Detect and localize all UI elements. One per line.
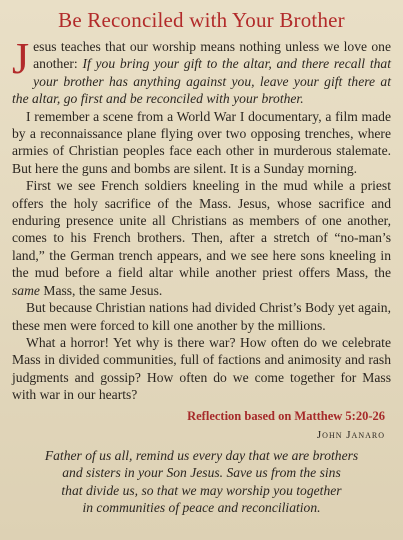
closing-prayer — [12, 447, 391, 517]
scripture-reference: Reflection based on Matthew 5:20-26 — [187, 408, 385, 423]
scripture-quote: If you bring your gift to the altar, and there recall that your brother has anything against you, leave your gift there at the altar, go first and be reconciled with your brother. — [12, 56, 391, 107]
reflection-body — [12, 34, 391, 404]
paragraph-3-text-a: First we see French soldiers kneeling in the mud while a priest offers the holy sacrifice of the Mass. Jesus, whose sacrifice and enduring presence unite all Christians as members of one another, comes to his French brothers. Then, after a stretch of “no-man’s land,” the German trench appears, and we see here sons kneeling in the mud before a field altar while another priest offers Mass, the — [12, 178, 391, 281]
page-title: Be Reconciled with Your Brother — [58, 8, 345, 32]
prayer-line: and sisters in your Son Jesus. Save us from the sins — [62, 465, 341, 481]
paragraph-5: What a horror! Yet why is there war? How often do we celebrate Mass in divided communities, full of factions and animosity and rash judgments and gossip? How often do we come together for Mass with war in our hearts? — [12, 334, 391, 403]
paragraph-1-text: esus teaches that our worship means nothing unless we love one another: — [33, 39, 391, 72]
paragraph-1 — [12, 34, 391, 108]
prayer-line: Father of us all, remind us every day that we are brothers — [44, 447, 359, 463]
author-name: John Janaro — [316, 428, 385, 441]
drop-cap: J — [12, 34, 30, 83]
paragraph-3-text-b: Mass, the same Jesus. — [39, 282, 163, 298]
paragraph-3-emphasis: same — [12, 282, 40, 298]
paragraph-4: But because Christian nations had divided Christ’s Body yet again, these men were forced to kill one another by the millions. — [12, 300, 391, 333]
prayer-line: in communities of peace and reconciliation. — [82, 500, 321, 516]
paragraph-3 — [12, 177, 391, 299]
prayer-line: that divide us, so that we may worship you together — [61, 482, 342, 498]
paragraph-2: I remember a scene from a World War I documentary, a film made by a reconnaissance plane flying over two opposing trenches, where armies of Christian peoples face each other in murderous stalemate. But here the guns and bombs are silent. It is a Sunday morning. — [12, 108, 391, 176]
